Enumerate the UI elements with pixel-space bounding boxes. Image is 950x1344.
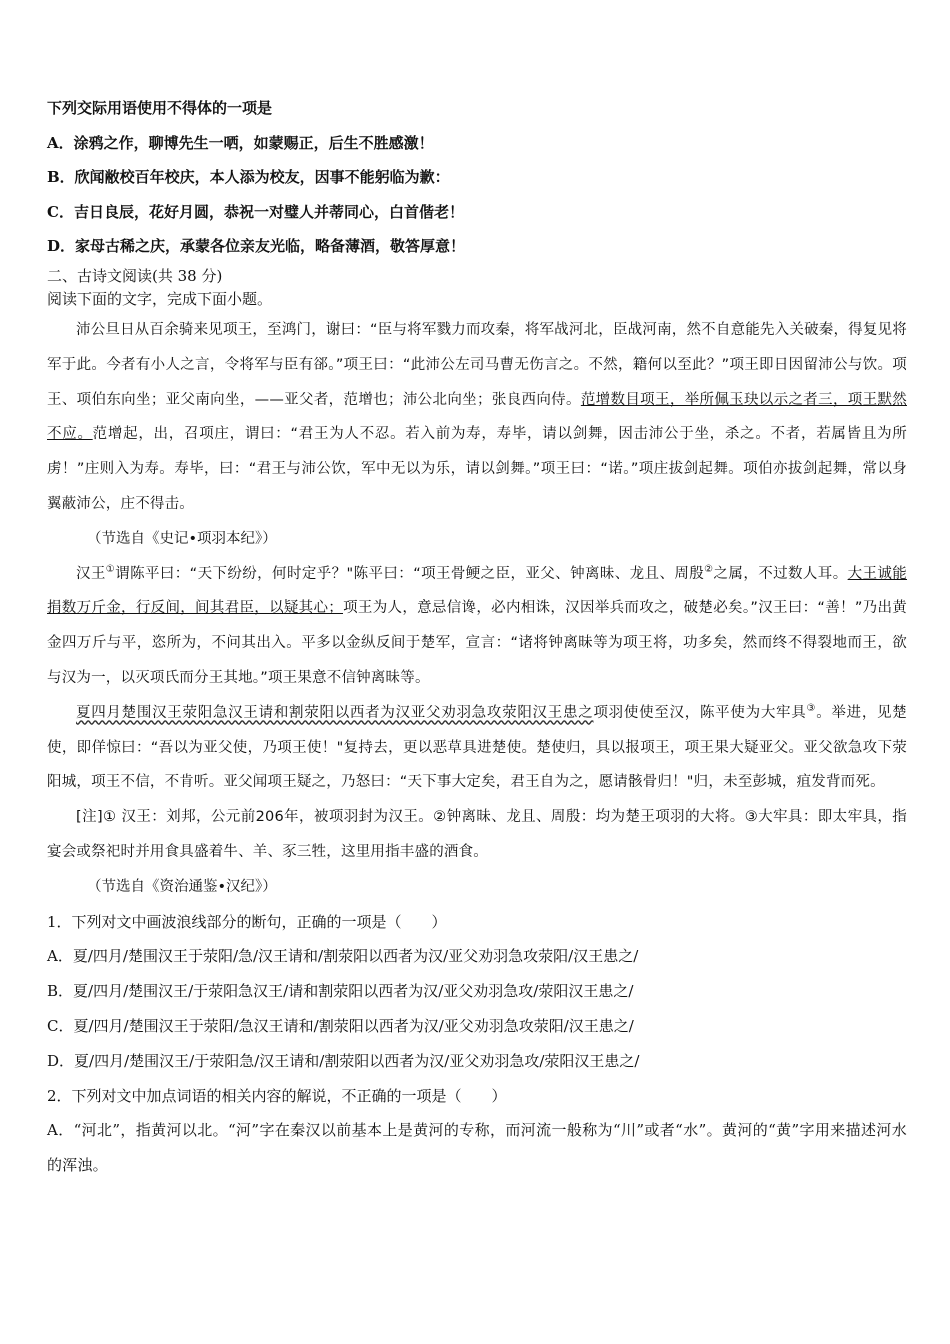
passage-2-text-c: 之属，不过数人耳。 [713, 565, 848, 582]
passage-2-text-e: 项羽使使至汉，陈平使为大牢具 [593, 704, 807, 721]
passage-2-annotation: [注]① 汉王：刘邦，公元前206年，被项羽封为汉王。②钟离昧、龙且、周殷：均为楚王项羽的大将。③大牢具：即太牢具，指宴会或祭祀时并用食具盛着牛、羊、豕三牲，这里用指丰盛的酒食。 [47, 809, 907, 860]
passage-1-text-a: 沛公旦日从百余骑来见项王，至鸿门，谢曰：“臣与将军戮力而攻秦，将军战河北，臣战河南，然不自意能先入关破秦，得复见将军于此。今者有小人之言，令将军与臣有郤。”项王曰：“此沛公左司马曹无伤言之。不然，籍何以至此？”项王即日因留沛公与饮。项王、项伯东向坐；亚父南向坐，——亚父者，范增也；沛公北向坐；张良西向侍。 [47, 322, 907, 408]
passage-2-wavy-line: 夏四月楚围汉王荥阳急汉王请和割荥阳以西者为汉亚父劝羽急攻荥阳汉王患之 [76, 704, 594, 721]
passage-2-underlined: 大王诚能捐数万斤金，行反间，间其君臣，以疑其心； [47, 565, 908, 617]
passage-1-underlined: 范增数目项王，举所佩玉玦以示之者三，项王默然不应。 [47, 391, 907, 443]
option-a: A．涂鸦之作，聊博先生一哂，如蒙赐正，后生不胜感激！ [47, 133, 434, 152]
passage-2-text-b: 谓陈平曰：“天下纷纷，何时定乎？"陈平曰：“项王骨鲠之臣，亚父、钟离昧、龙且、周殷 [115, 565, 705, 582]
option-c: C．吉日良辰，花好月圆，恭祝一对璧人并蒂同心，白首偕老！ [47, 202, 464, 221]
section-instruction: 阅读下面的文字，完成下面小题。 [47, 290, 273, 308]
note-marker-1: ① [105, 563, 116, 575]
note-marker-3: ③ [806, 702, 817, 714]
question-stem: 下列交际用语使用不得体的一项是 [47, 99, 273, 117]
exam-page [47, 98, 907, 1183]
option-b: B．欣闻敝校百年校庆，本人添为校友，因事不能躬临为歉： [47, 168, 450, 186]
passage-2-paragraph-2 [47, 696, 907, 800]
passage-1-text-b: 范增起，出，召项庄，谓曰：“君王为人不忍。若入前为寿，寿毕，请以剑舞，因击沛公于坐，杀之。不者，若属皆且为所虏！”庄则入为寿。寿毕，曰：“君王与沛公饮，军中无以为乐，请以剑舞。”项王曰：“诺。”项庄拔剑起舞。项伯亦拔剑起舞，常以身翼蔽沛公，庄不得击。 [47, 426, 907, 512]
question-1-stem: 1．下列对文中画波浪线部分的断句，正确的一项是（ ） [47, 912, 447, 931]
question-1-option-d: D．夏/四月/楚围汉王/于荥阳急/汉王请和/割荥阳以西者为汉/亚父劝羽急攻/荥阳汉王患之/ [47, 1051, 640, 1070]
passage-1-paragraph [47, 313, 907, 522]
passage-2-text-f: 。举进，见楚使，即佯惊曰：“吾以为亚父使，乃项王使！"复持去，更以恶草具进楚使。楚使归，具以报项王，项王果大疑亚父。亚父欲急攻下荥阳城，项王不信，不肯听。亚父闻项王疑之，乃怒曰：“天下事大定矣，君王自为之，愿请骸骨归！"归，未至彭城，疽发背而死。 [47, 704, 907, 791]
passage-2-paragraph-1 [47, 557, 907, 696]
question-2-option-a: A．“河北”，指黄河以北。“河”字在秦汉以前基本上是黄河的专称，而河流一般称为“川”或者“水”。黄河的“黄”字用来描述河水的浑浊。 [47, 1121, 907, 1175]
note-marker-2: ② [704, 563, 714, 575]
section-title: 二、古诗文阅读(共 38 分) [47, 267, 223, 285]
question-1-option-c: C．夏/四月/楚围汉王于荥阳/急汉王请和/割荥阳以西者为汉/亚父劝羽急攻荥阳/汉王患之/ [47, 1016, 634, 1035]
question-2-stem: 2．下列对文中加点词语的相关内容的解说，不正确的一项是（ ） [47, 1086, 507, 1105]
passage-1-source: （节选自《史记•项羽本纪》） [87, 530, 277, 547]
question-2 [47, 1079, 907, 1183]
question-1 [47, 905, 907, 1079]
option-d: D．家母古稀之庆，承蒙各位亲友光临，略备薄酒，敬答厚意！ [47, 237, 466, 255]
prev-question [47, 98, 907, 256]
question-1-option-a: A．夏/四月/楚围汉王于荥阳/急/汉王请和/割荥阳以西者为汉/亚父劝羽急攻荥阳/汉王患之/ [47, 947, 639, 966]
passage-2-text-d: 项王为人，意忌信谗，必内相诛，汉因举兵而攻之，破楚必矣。”汉王曰：“善！”乃出黄金四万斤与平，恣所为，不问其出入。平多以金纵反间于楚军，宣言：“诸将钟离昧等为项王将，功多矣，然而终不得裂地而王，欲与汉为一，以灭项氏而分王其地。”项王果意不信钟离昧等。 [47, 600, 907, 686]
passage-2-source: （节选自《资治通鉴•汉纪》） [87, 878, 277, 895]
question-1-option-b: B．夏/四月/楚围汉王/于荥阳急汉王/请和割荥阳以西者为汉/亚父劝羽急攻/荥阳汉王患之/ [47, 982, 634, 1001]
passage-2-text-a: 汉王 [76, 565, 106, 582]
